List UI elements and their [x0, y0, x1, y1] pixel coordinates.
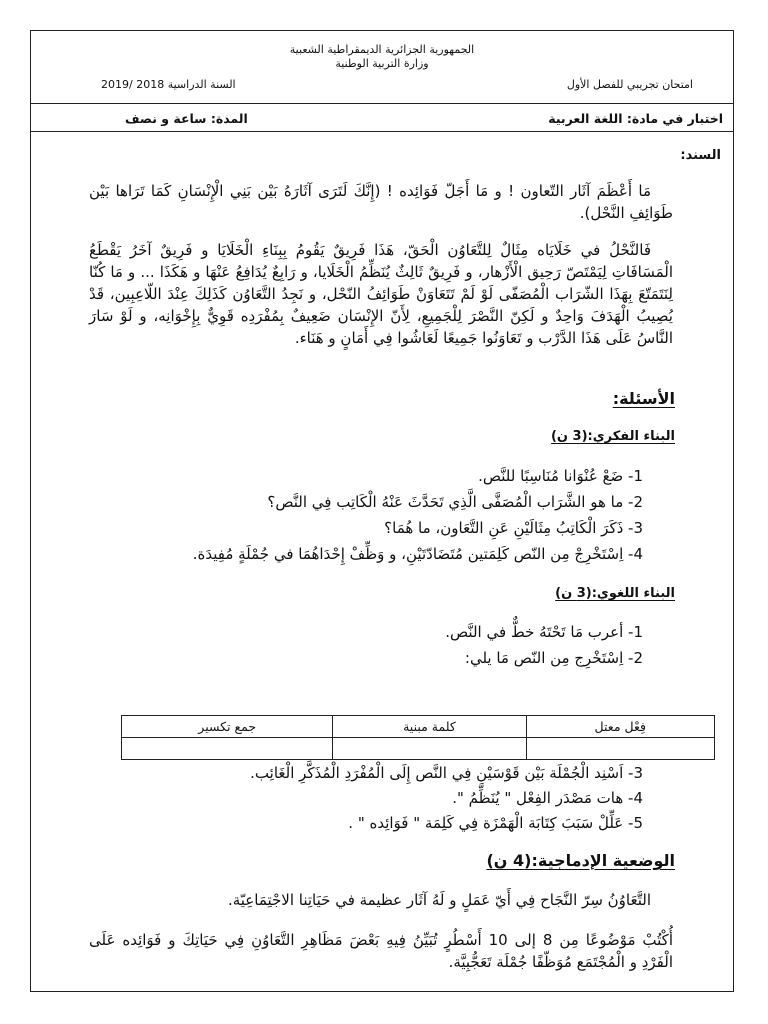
republic-line: الجمهورية الجزائرية الديمقراطية الشعبية [289, 43, 475, 56]
ministry-line: وزارة التربية الوطنية [335, 57, 429, 70]
extraction-table [121, 715, 715, 760]
table-header-cell: جمع تكسير [122, 716, 333, 738]
exam-title: امتحان تجريبي للفصل الأول [566, 78, 693, 91]
exam-page [30, 30, 734, 992]
table-header-cell: كلمة مبنية [333, 716, 526, 738]
duration-label: المدة: ساعة و نصف [125, 111, 248, 126]
intellectual-question-3: 3- ذَكَرَ الْكَاتِبُ مِثَالَيْنِ عَنِ التَّعَاون، ما هُمَا؟ [384, 519, 643, 537]
table-answer-row [122, 738, 715, 760]
linguistic-question-5: 5- عَلِّلْ سَبَبَ كِتَابَة الْهَمْزَة فِي كَلِمَة " فَوَائِده " . [348, 814, 643, 832]
table-answer-cell [122, 738, 333, 760]
integration-section-title: الوضعية الإدماجية:(4 ن) [486, 851, 675, 870]
source-paragraph-2: فَالنَّحْلُ في خَلَايَاه مِثَالٌ لِلتَّعَاوُن الْحَقّ، هَذَا فَرِيقٌ يَقُومُ بِبِنَاءِ الْخَلَايَا و فَرِيقٌ آخَرُ يَقْطَعُ الْمَسَافَاتِ لِيَمْتَصّ رَحِيق الْأَزْهار، و فَرِيقٌ ثَالِثٌ يُنَظِّمُ الْخَلَايا، و رَابِعٌ يُدَافِعُ عَنْهَا و هَكَذَا ... و مَا كُنّا لِنَتَمَتّعَ بِهَذَا الشّرَاب الْمُصَفّى لَوْ لَمْ تَتَعَاوَنْ طَوَائِفُ النّحْل، و نَجِدُ التَّعَاوُن كَذَلِكَ عِنْدَ اللّاعِبِين، قَدْ يُصِيبُ الْهَدَفَ وَاحِدٌ و لَكِنّ النَّصْرَ لِلْجَمِيعِ، لِأَنّ الإِنْسَان ضَعِيفٌ بِمُفْرَدِه قَوِيٌّ بِإِخْوَانِه، و لَوْ سَارَ النَّاسُ عَلَى هَذَا الدَّرْب و تَعَاوَنُوا جَمِيعًا لَعَاشُوا فِي أَمَانٍ و هَنَاء. [89, 241, 673, 347]
linguistic-question-3: 3- اَسْنِد الْجُمْلَة بَيْن قَوْسَيْنِ فِي النَّص إِلَى الْمُفْرَدِ الْمُذَكَّرِ الْغَائِب. [250, 764, 643, 782]
subject-label: اختبار في مادة: اللغة العربية [548, 111, 723, 126]
intellectual-section-title: البناء الفكري:(3 ن) [550, 429, 675, 444]
intellectual-question-2: 2- ما هو الشَّرَاب الْمُصَفَّى الَّذِي تَحَدَّثَ عَنْهُ الْكَاتِب فِي النَّص؟ [267, 493, 643, 511]
subject-divider [31, 131, 733, 132]
table-header-row [122, 716, 715, 738]
table-answer-cell [526, 738, 714, 760]
table-answer-cell [333, 738, 526, 760]
table-header-cell: فِعْل معتل [526, 716, 714, 738]
integration-paragraph-1: التَّعَاوُنُ سِرّ النَّجَاح فِي أَيّ عَمَلٍ و لَهُ آثَار عظيمة في حَيَاتِنا الاجْتِمَاعِيّة. [227, 891, 651, 909]
integration-paragraph-2: أُكْتُبْ مَوْضُوعًا مِن 8 إلى 10 أَسْطُرٍ تُبَيِّنُ فِيهِ بَعْضَ مَظَاهِرِ التَّعَاوُنِ فِي حَيَاتِكَ و فَوَائِده عَلَى الْفَرْدِ و الْمُجْتَمَع مُوَظّفًا جُمْلَة تَعَجُّبِيَّة. [89, 931, 673, 971]
linguistic-question-4: 4- هات مَصْدَر الفِعْل " يُنَظِّمُ ". [452, 789, 643, 807]
linguistic-section-title: البناء اللغوي:(3 ن) [555, 586, 675, 601]
source-label: السند: [680, 148, 721, 163]
intellectual-question-1: 1- ضَعْ عُنْوَانا مُنَاسِبًا للنَّص. [478, 467, 643, 485]
source-paragraph-1: مَا أَعْظَمَ آثَار التّعاون ! و مَا أَجَلّ فَوَائِده ! (إِنَّكَ لَتَرَى آثَارَهُ بَيْن بَنِي الْإِنْسَانِ كَمَا تَرَاها بَيْن طَوَائِفِ النَّحْل). [89, 182, 673, 222]
questions-title: الأسئلة: [612, 389, 675, 408]
linguistic-question-1: 1- أعرب مَا تَحْتَهُ خطٌّ في النَّص. [445, 623, 643, 641]
school-year: السنة الدراسية 2018 /2019 [101, 78, 236, 91]
intellectual-question-4: 4- اِسْتَخْرِجْ مِن النّص كَلِمَتين مُتَضَادّتَيْنِ، و وَظِّفْ إِحْدَاهُمَا في جُمْلَةٍ مُفِيدَة. [192, 545, 643, 563]
linguistic-question-2: 2- اِسْتَخْرِج مِن النّص مَا يلي: [464, 649, 643, 667]
header-divider [31, 103, 733, 104]
